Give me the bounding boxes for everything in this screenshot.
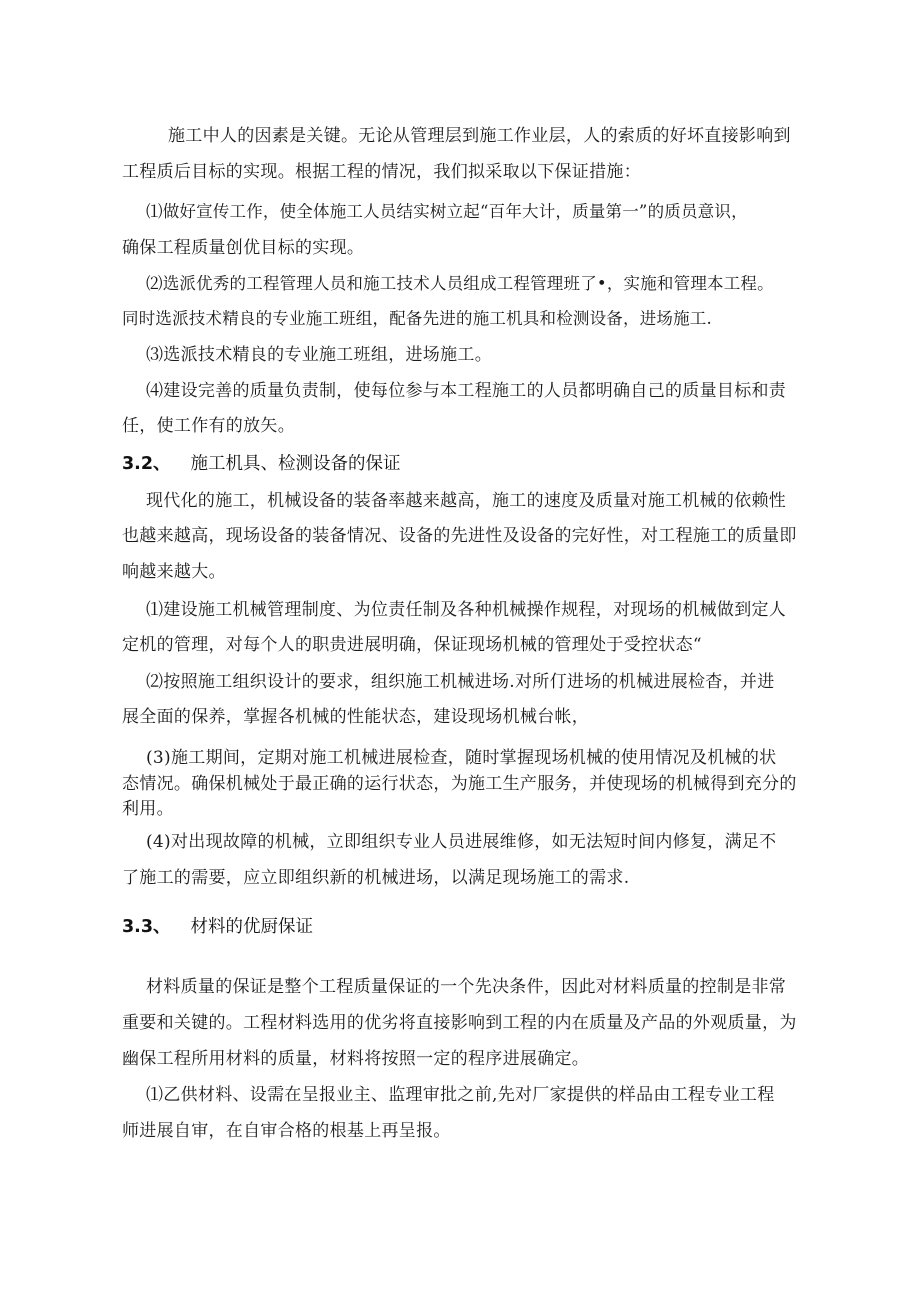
paragraph-line: 幽保工程所用材料的质量，材料将按照一定的程序进展确定。	[122, 1049, 590, 1069]
section-heading	[122, 452, 401, 476]
list-item-line: (4)对出现故障的机械，立即组织专业人员进展维修，如无法短时间内修复，满足不	[146, 832, 777, 852]
list-item-line: 师进展自审，在自审合格的根基上再呈报。	[122, 1121, 451, 1141]
list-item-line: 任，使工作有的放矢。	[122, 416, 295, 436]
list-item-line: 利用。	[122, 799, 174, 819]
list-item-line: ⑷建设完善的质量负责制，使每位参与本工程施工的人员都明确自己的质量目标和责	[146, 381, 787, 401]
list-item-line: 定机的管理，对每个人的职贵进展明确，保证现场机械的管理处于受控状态“	[122, 635, 702, 655]
section-title: 施工机具、检测设备的保证	[190, 454, 401, 474]
paragraph-line: 施工中人的因素是关键。无论从管理层到施工作业层，人的索质的好坏直接影响到	[168, 126, 791, 146]
list-item-line: ⑵选派优秀的工程管理人员和施工技术人员组成工程管理班了•，实施和管理本工程。	[146, 274, 774, 293]
list-item-line: 态情况。确保机械处于最正确的运行状态，为施工生产服务，并使现场的机械得到充分的	[122, 774, 797, 794]
list-item-line: 了施工的需要，应立即组织新的机械进场，以满足现场施工的需求.	[122, 868, 630, 888]
paragraph-line: 工程质后目标的实现。根据工程的情况，我们拟采取以下保证措施：	[122, 162, 641, 182]
list-item-line: ⑴做好宣传工作，使全体施工人员结实树立起“百年大计，质量第一”的质员意识，	[146, 202, 748, 221]
list-item-line: 确保工程质量创优目标的实现。	[122, 238, 365, 258]
list-item-line: ⑵按照施工组织设计的要求，组织施工机械进场.对所仃进场的机械进展检杳，并进	[146, 672, 775, 692]
section-title: 材料的优厨保证	[190, 917, 314, 937]
list-item-line: 展全面的保养，掌握各机械的性能状态，建设现场机械台帐，	[122, 707, 590, 727]
list-item-line: (3)施工期间，定期对施工机械进展检查，随时掌握现场机械的使用情况及机械的状	[146, 748, 777, 768]
section-number: 3.3、	[122, 917, 171, 937]
paragraph-line: 现代化的施工，机械设备的装备率越来越高，施工的速度及质量对施工机械的依赖性	[146, 491, 787, 511]
list-item-line: ⑶选派技术精良的专业施工班组，进场施工。	[146, 345, 492, 365]
paragraph-line: 响越来越大。	[122, 562, 226, 582]
list-item-line: ⑴乙供材料、设需在呈报业主、监理审批之前,先对厂家提供的样品由工程专业工程	[146, 1085, 775, 1105]
paragraph-line: 材料质量的保证是整个工程质量保证的一个先决条件，因此对材料质量的控制是非常	[146, 977, 787, 997]
list-item-line: ⑴建设施工机械管理制度、为位责任制及各种机械操作规程，对现场的机械做到定人	[146, 600, 787, 620]
paragraph-line: 也越来越高，现场设备的装备情况、设备的先进性及设备的完好性，对工程施工的质量即	[122, 526, 797, 546]
list-item-line: 同时选派技术精良的专业施工班组，配备先进的施工机具和检测设备，进场施工.	[122, 309, 712, 328]
section-heading	[122, 915, 313, 939]
paragraph-line: 重要和关键的。工程材料选用的优劣将直接影响到工程的内在质量及产品的外观质量，为	[122, 1013, 797, 1033]
section-number: 3.2、	[122, 454, 171, 474]
